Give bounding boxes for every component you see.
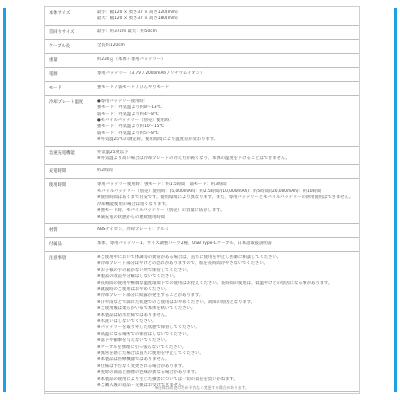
spec-value-line: ●モバイルバッテリー（別売）使用時：	[97, 118, 174, 124]
spec-row	[45, 237, 359, 251]
spec-value-line: 外気温25度以下	[97, 149, 129, 155]
spec-value-cell	[91, 237, 359, 251]
spec-value-line: 強モード / 弱モード / ひんやりモード	[97, 84, 170, 90]
spec-value-line: 約2時間	[97, 168, 113, 174]
spec-value-line: 約230ｇ（本体＋専用バッテリー）	[97, 56, 166, 62]
spec-value-line: ※ご購入後の返品・交換はお受けできません。	[97, 383, 187, 389]
spec-label-cell	[45, 251, 91, 392]
spec-label-cell	[45, 81, 91, 95]
spec-row	[45, 7, 359, 25]
spec-value-line: ※就寝時のご使用はおやめください。	[97, 286, 170, 292]
spec-value-line: ※本製品は医療機器ではありません。	[97, 357, 170, 363]
spec-label: ケーブル長	[49, 43, 71, 49]
spec-label: 材質	[49, 227, 58, 233]
spec-value-line: ※水洗いはしないでください。	[97, 318, 157, 324]
spec-row	[45, 146, 359, 165]
spec-value-line: ※外気温25℃の測定時。使用環境により温度差が変わります。	[97, 137, 218, 143]
spec-label-cell	[45, 95, 91, 146]
spec-label: 首回りサイズ	[49, 29, 75, 35]
footnote: ※仕様は改良のため予告なく変更する場合があります。	[154, 385, 249, 390]
spec-row	[45, 179, 359, 223]
spec-label-cell	[45, 165, 91, 179]
spec-value-line: ※異常を感じた場合は直ちに使用を中止してください。	[97, 351, 204, 356]
right-accent-bar	[394, 8, 397, 392]
spec-label: モード	[49, 85, 62, 91]
spec-value-line: ※満充電の状態からの連続使用時間	[97, 214, 166, 220]
spec-value-line: 弱モード：外気温より約4～8℃	[97, 111, 159, 117]
spec-value-line: 強モード：外気温より約10～15℃	[97, 124, 165, 130]
spec-value-cell	[91, 95, 359, 146]
spec-value-line: ※強モード時、モバイルバッテリー（別売）の容量に依存します。	[97, 208, 225, 214]
spec-value-line: ※使用時間はあくまで目安です。使用環境により異なります。また、専用バッテリーとモバイルバッテリーの併用使用はできません。	[97, 195, 354, 201]
spec-value-line: 専用バッテリー（3.7V / 2000mAh / リチウムイオン）	[97, 70, 205, 76]
spec-row	[45, 165, 359, 179]
spec-label: 使用時間	[49, 183, 67, 189]
left-accent-bar	[3, 8, 6, 392]
spec-value-line: 全長約120cm	[97, 42, 125, 48]
spec-value-line: 弱モード：外気温より約5～8℃	[97, 130, 159, 136]
spec-value-cell	[91, 223, 359, 237]
spec-row	[45, 25, 359, 39]
spec-value-line: ※ご使用後は柔らかい布で本体を拭いてください。	[97, 306, 196, 312]
spec-value-line: 専用バッテリー使用時：強モード：約1.5時間 弱モード：約3時間	[97, 182, 227, 188]
spec-label: 本体サイズ	[49, 11, 71, 16]
spec-label: 冷却プレート温度	[49, 99, 84, 105]
spec-table	[45, 7, 359, 392]
spec-value-line: 本体、専用バッテリー1、サイズ調整パーツ2種、USB Type-Cケーブル、日本語取扱説明書	[97, 240, 272, 246]
spec-value-line: ※実際の商品と画像の色味が異なる場合があります。	[97, 370, 200, 376]
spec-value-line: ※汗や雨などで濡れた状態でのご使用はおやめください。故障の原因となります。	[97, 299, 255, 305]
spec-sheet	[44, 6, 360, 394]
spec-value-line: ※お子様の手の届かない所で保管してください。	[97, 267, 191, 273]
spec-value-line: ※ご使用中において体調等の異常がある場合は、直ちに使用を中止し医師に相談してください。	[97, 254, 282, 260]
spec-value-line: ※冷却プレート部分はやけどの恐れがありますので、肌を長時間冷やさないでください。	[97, 261, 268, 267]
spec-value-line: ※落下や衝撃を与えないでください。	[97, 338, 170, 344]
spec-value-cell	[91, 25, 359, 39]
spec-value-line: ※高温になる場所での保管はしないでください。	[97, 331, 191, 337]
spec-label-cell	[45, 179, 91, 223]
spec-value-cell	[91, 67, 359, 81]
spec-value-line: ※製品の改造や分解はしないでください。	[97, 274, 178, 280]
spec-value-cell	[91, 81, 359, 95]
spec-value-line: 冷却機能使用の場合は短くなります。	[97, 201, 170, 207]
spec-value-line: 最大：幅120 × 奥さ37 × 高さ180(mm)	[97, 16, 178, 22]
spec-label-cell	[45, 67, 91, 81]
spec-value-line: ※外気温より高い場合は冷却プレートの冷え方が鈍くなり、本体の温度を下げることはできません。	[97, 156, 290, 162]
spec-value-line: ※バッテリーを取り外した状態で保管してください。	[97, 325, 200, 331]
spec-label-cell	[45, 39, 91, 53]
spec-value-cell	[91, 39, 359, 53]
spec-value-line: ※長時間の使用や極端な温度環境下での使用はお控えください。長時間の使用は、低温やけどの原因になる事があります。	[97, 280, 333, 286]
spec-row	[45, 223, 359, 237]
spec-row	[45, 251, 359, 392]
spec-label-cell	[45, 146, 91, 165]
spec-label: 急速充電機能	[49, 150, 75, 156]
spec-label-cell	[45, 53, 91, 67]
spec-row	[45, 67, 359, 81]
spec-label: 付属品	[49, 241, 62, 247]
spec-label-cell	[45, 237, 91, 251]
spec-value-cell	[91, 7, 359, 25]
spec-value-line: 最小：約37cm 最大：約50cm	[97, 28, 157, 34]
spec-label: 電源	[49, 71, 58, 77]
spec-row	[45, 81, 359, 95]
spec-value-line: ※仕様は予告なく変更される場合があります。	[97, 363, 187, 369]
spec-label-cell	[45, 25, 91, 39]
spec-value-line: ※ケーブルを無理に引っ張らないでください。	[97, 344, 187, 350]
spec-row	[45, 95, 359, 146]
spec-value-line: ABSナイロン、冷却プレート：アルミ	[97, 226, 170, 232]
spec-value-line: ※本製品の使用により生じた損害については一切の責任を負いかねます。	[97, 376, 238, 382]
spec-row	[45, 39, 359, 53]
spec-value-line: モバイルバッテリー（別売）使用時：(5,000mAh)：約2.5時間/(10,000mAh)：約5時間/(20,000mAh)：約10時間	[97, 188, 322, 194]
spec-value-cell	[91, 251, 359, 392]
spec-value-cell	[91, 53, 359, 67]
spec-row	[45, 53, 359, 67]
spec-table-body	[45, 7, 359, 392]
spec-value-cell	[91, 146, 359, 165]
spec-value-line: 強モード：外気温より約8～13℃	[97, 105, 162, 111]
spec-label-cell	[45, 7, 91, 25]
spec-label: 重量	[49, 57, 58, 63]
spec-value-line: ※本製品は防水仕様ではありません。	[97, 312, 170, 318]
spec-label-cell	[45, 223, 91, 237]
spec-value-line: ※冷却プレート部分に結露が発生することがあります。	[97, 293, 204, 299]
spec-value-cell	[91, 179, 359, 223]
spec-label: 注意事項	[49, 255, 67, 261]
spec-value-line: ●専用バッテリー使用時：	[97, 98, 149, 104]
spec-value-line: 最小：幅120 × 奥さ37 × 高さ120(mm)	[97, 10, 178, 15]
spec-label: 充電時間	[49, 169, 67, 175]
spec-value-cell	[91, 165, 359, 179]
